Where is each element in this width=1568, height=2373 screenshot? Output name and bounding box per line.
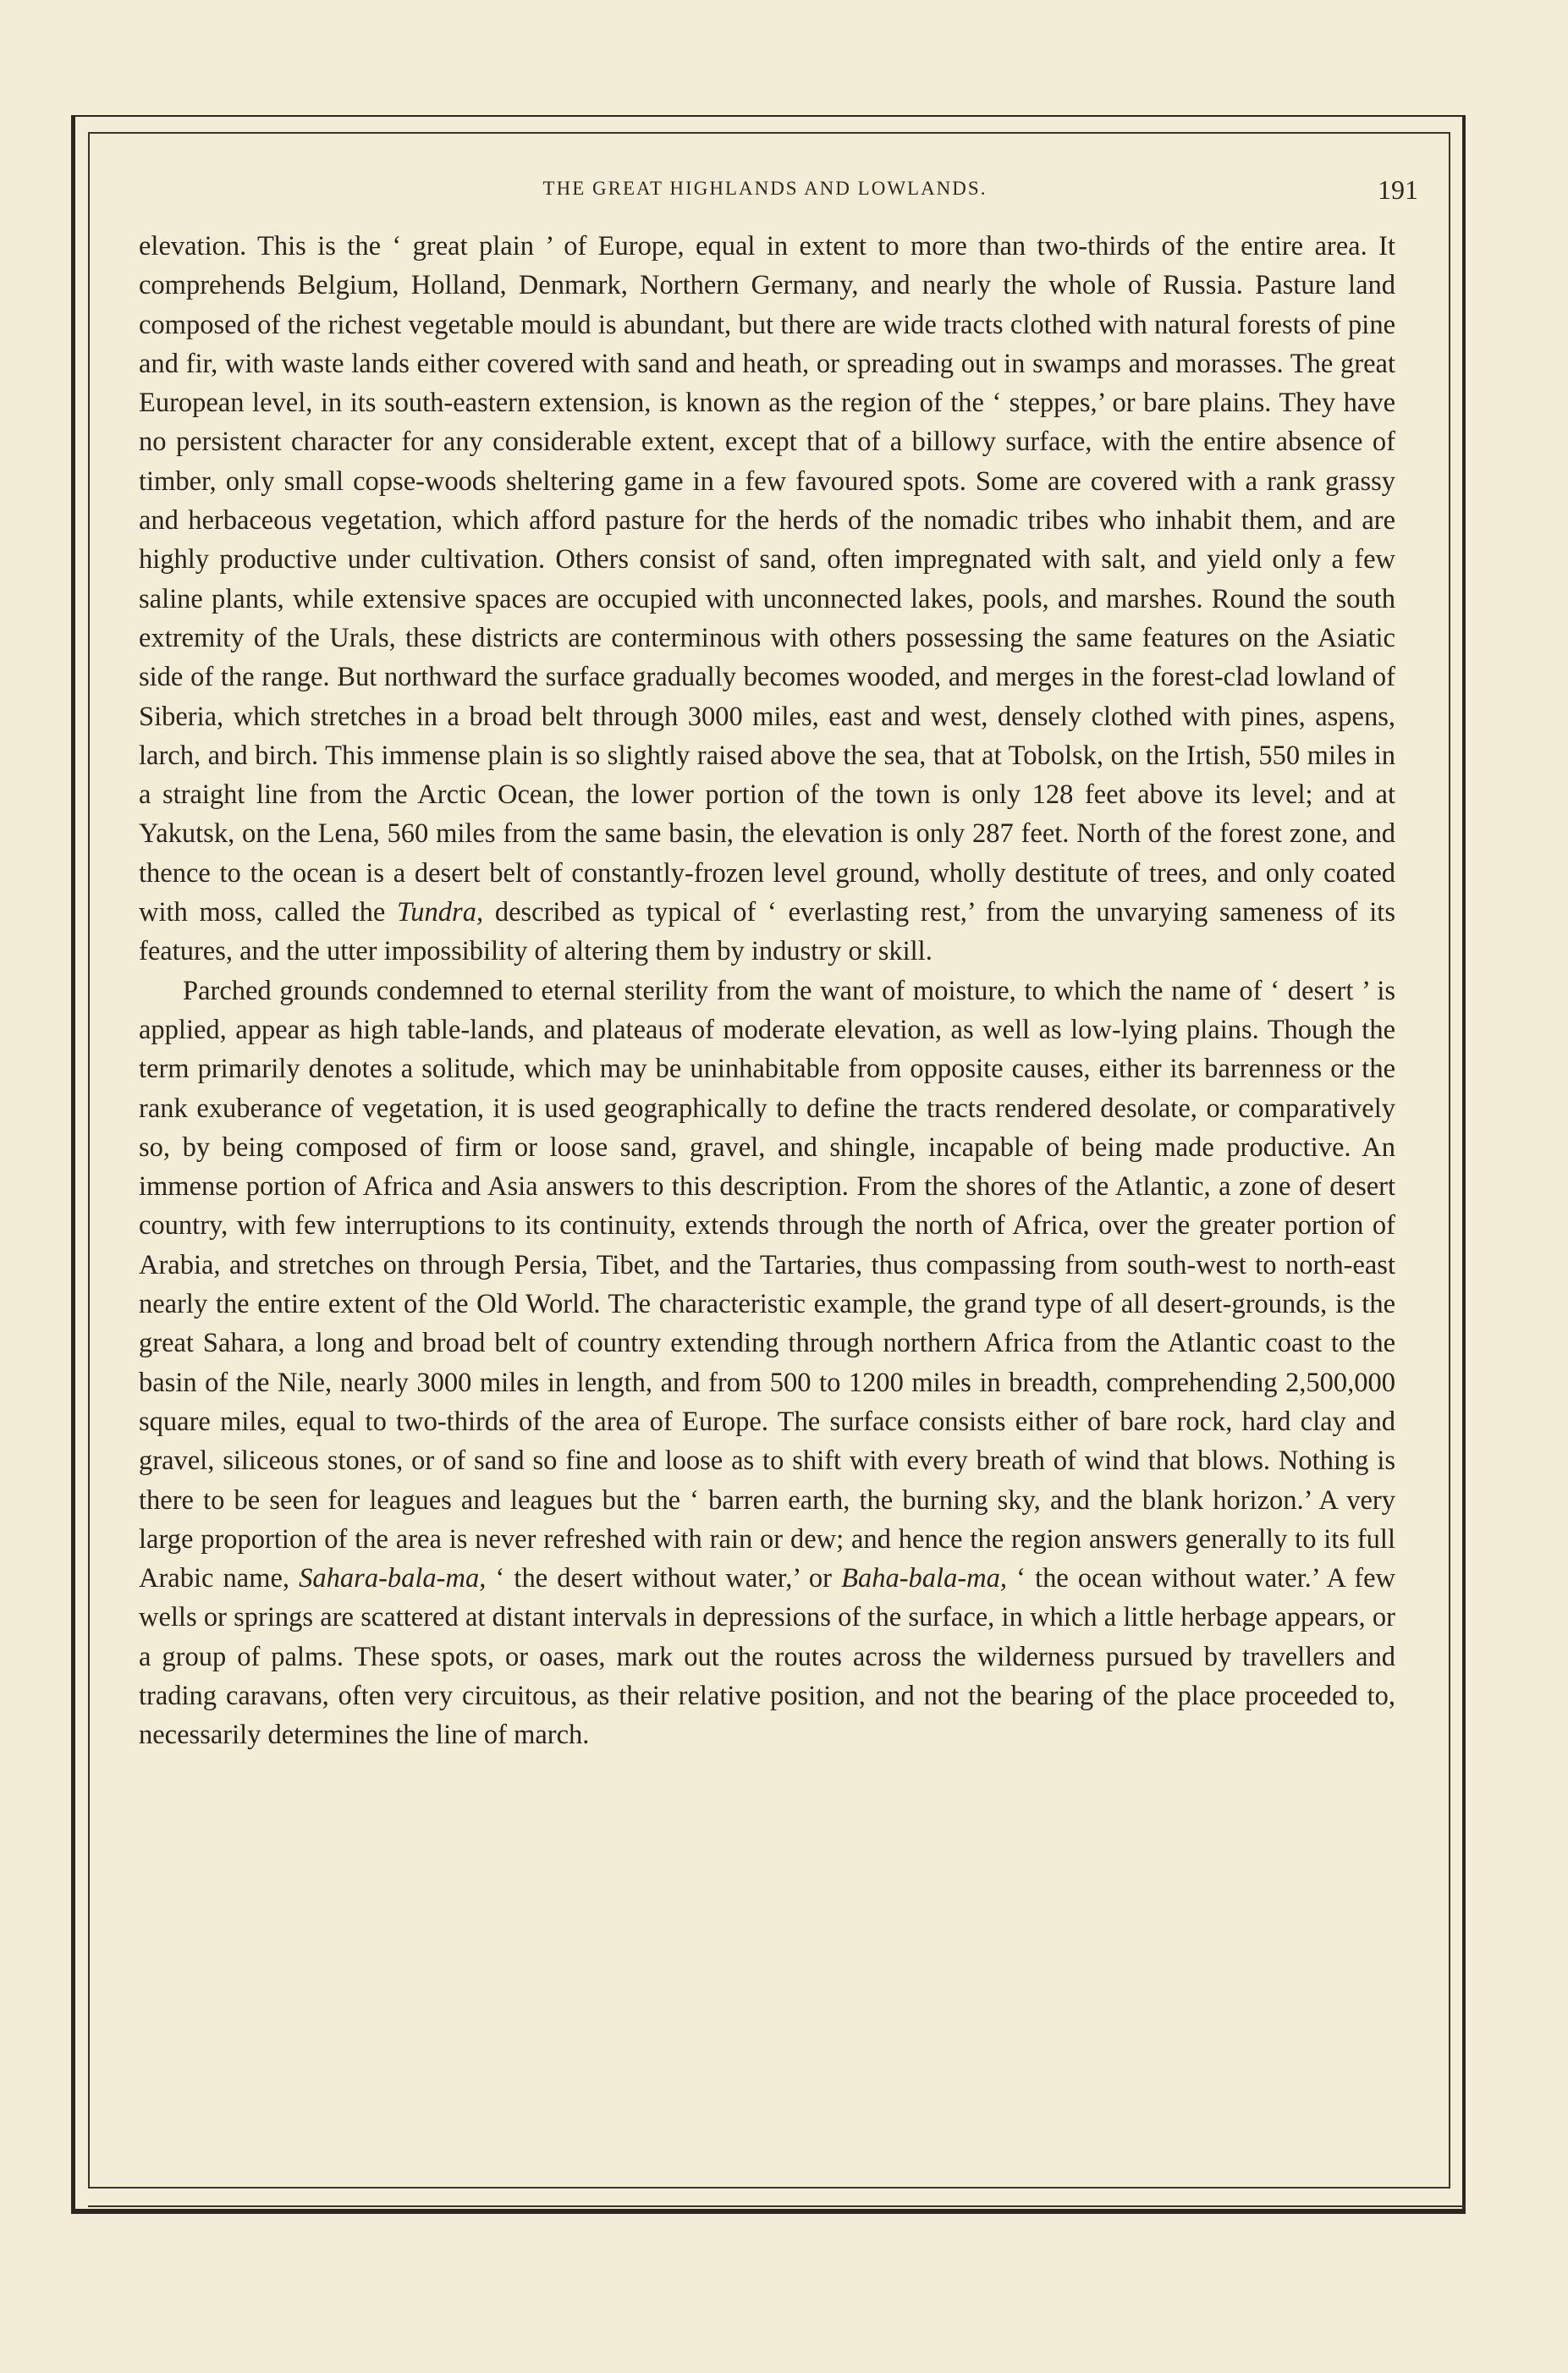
page-number: 191 xyxy=(1378,174,1418,205)
paragraph-2-text-b: ‘ the desert without water,’ or xyxy=(486,1563,842,1594)
term-tundra: Tundra, xyxy=(397,897,484,928)
paragraph-2-text-c: ‘ the ocean without water.’ A few wells or springs are scattered at distant intervals in depressions of the surface, in which a little herbage appears, or a group of palms. These spots, or oases, mark out the routes across the wilderness pursued by travellers and trading caravans, often very circuitous, as their relative position, and not the bearing of the place proceeded to, necessarily determines the line of march. xyxy=(139,1563,1395,1751)
page-border-bottom-rule xyxy=(88,2205,1466,2207)
paragraph-1-text-b: described as typical of ‘ everlasting rest,’ from the unvarying sameness of its features, and the utter impossibility of altering them by industry or skill. xyxy=(139,897,1395,967)
term-baha-bala-ma: Baha-bala-ma, xyxy=(841,1563,1007,1594)
page-header xyxy=(105,174,1425,208)
paragraph-deserts xyxy=(139,972,1395,1755)
paragraph-continued xyxy=(139,227,1395,972)
term-sahara-bala-ma: Sahara-bala-ma, xyxy=(299,1563,487,1594)
body-text xyxy=(139,227,1395,1755)
running-title: THE GREAT HIGHLANDS AND LOWLANDS. xyxy=(542,178,988,199)
paragraph-1-text-a: elevation. This is the ‘ great plain ’ of Europe, equal in extent to more than two-thirds of the entire area. It comprehends Belgium, Holland, Denmark, Northern Germany, and nearly the whole of Russia. Pasture land composed of the richest vegetable mould is abundant, but there are wide tracts clothed with natural forests of pine and fir, with waste lands either covered with sand and heath, or spreading out in swamps and morasses. The great European level, in its south-eastern extension, is known as the region of the ‘ steppes,’ or bare plains. They have no persistent character for any considerable extent, except that of a billowy surface, with the entire absence of timber, only small copse-woods sheltering game in a few favoured spots. Some are covered with a rank grassy and herbaceous vegetation, which afford pasture for the herds of the nomadic tribes who inhabit them, and are highly productive under cultivation. Others consist of sand, often impregnated with salt, and yield only a few saline plants, while extensive spaces are occupied with unconnected lakes, pools, and marshes. Round the south extremity of the Urals, these districts are conterminous with others possessing the same features on the Asiatic side of the range. But northward the surface gradually becomes wooded, and merges in the forest-clad lowland of Siberia, which stretches in a broad belt through 3000 miles, east and west, densely clothed with pines, aspens, larch, and birch. This immense plain is so slightly raised above the sea, that at Tobolsk, on the Irtish, 550 miles in a straight line from the Arctic Ocean, the lower portion of the town is only 128 feet above its level; and at Yakutsk, on the Lena, 560 miles from the same basin, the elevation is only 287 feet. North of the forest zone, and thence to the ocean is a desert belt of constantly-frozen level ground, wholly destitute of trees, and only coated with moss, called the xyxy=(139,231,1395,928)
paragraph-2-text-a: Parched grounds condemned to eternal sterility from the want of moisture, to which the name of ‘ desert ’ is applied, appear as high table-lands, and plateaus of moderate elevation, as well as low-lying plains. Though the term primarily denotes a solitude, which may be uninhabitable from opposite causes, either its barrenness or the rank exuberance of vegetation, it is used geographically to define the tracts rendered desolate, or comparatively so, by being composed of firm or loose sand, gravel, and shingle, incapable of being made productive. An immense portion of Africa and Asia answers to this description. From the shores of the Atlantic, a zone of desert country, with few interruptions to its continuity, extends through the north of Africa, over the greater portion of Arabia, and stretches on through Persia, Tibet, and the Tartaries, thus compassing from south-west to north-east nearly the entire extent of the Old World. The characteristic example, the grand type of all desert-grounds, is the great Sahara, a long and broad belt of country extending through northern Africa from the Atlantic coast to the basin of the Nile, nearly 3000 miles in length, and from 500 to 1200 miles in breadth, comprehending 2,500,000 square miles, equal to two-thirds of the area of Europe. The surface consists either of bare rock, hard clay and gravel, siliceous stones, or of sand so fine and loose as to shift with every breath of wind that blows. Nothing is there to be seen for leagues and leagues but the ‘ barren earth, the burning sky, and the blank horizon.’ A very large proportion of the area is never refreshed with rain or dew; and hence the region answers generally to its full Arabic name, xyxy=(139,975,1395,1594)
